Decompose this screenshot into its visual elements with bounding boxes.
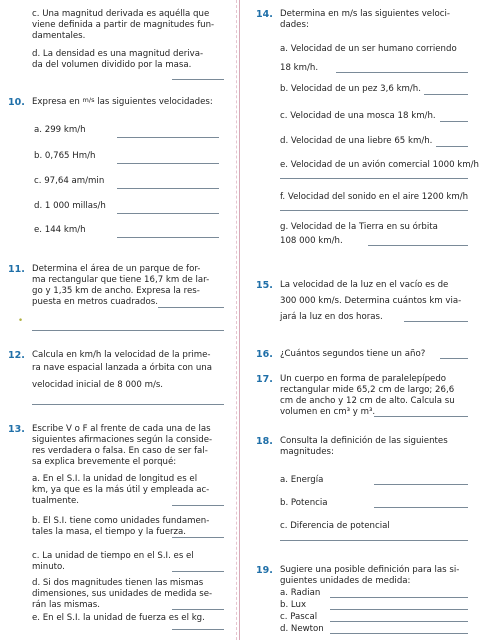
q11-line2: ma rectangular que tiene 16,7 km de lar- <box>32 275 210 285</box>
answer-line <box>330 597 468 598</box>
answer-line <box>374 416 468 417</box>
q10-prompt-b: las siguientes velocidades: <box>97 97 213 107</box>
q10-item-c: c. 97,64 am/min <box>34 176 105 186</box>
q13-d-line1: d. Si dos magnitudes tienen las mismas <box>32 578 204 588</box>
q14-a-line2: 18 km/h. <box>280 63 319 73</box>
q11-number: 11. <box>8 264 25 275</box>
statement-c-line1: c. Una magnitud derivada es aquélla que <box>32 9 210 19</box>
q14-line1: Determina en m/s las siguientes veloci- <box>280 9 450 19</box>
bullet-mark: • <box>18 316 24 326</box>
q18-number: 18. <box>256 436 273 447</box>
statement-c-line2: viene definida a partir de magnitudes fun- <box>32 20 215 30</box>
answer-line <box>330 621 468 622</box>
answer-line <box>440 358 468 359</box>
q10-item-b: b. 0,765 Hm/h <box>34 151 96 161</box>
answer-line <box>32 404 224 405</box>
answer-line <box>330 633 468 634</box>
q12-line2: ra nave espacial lanzada a órbita con una <box>32 363 212 373</box>
q19-item-d: d. Newton <box>280 624 324 634</box>
q13-b-line1: b. El S.I. tiene como unidades fundamen- <box>32 516 210 526</box>
q13-a-line2: km, ya que es la más útil y empleada ac- <box>32 485 210 495</box>
q17-line2: rectangular mide 65,2 cm de largo; 26,6 <box>280 385 455 395</box>
answer-line <box>374 484 468 485</box>
answer-line <box>172 537 224 538</box>
q13-a-line1: a. En el S.I. la unidad de longitud es el <box>32 474 198 484</box>
q13-line4: sa explica brevemente el porqué: <box>32 457 177 467</box>
column-divider <box>239 0 240 640</box>
answer-line <box>280 178 468 179</box>
answer-line <box>404 321 468 322</box>
answer-line <box>172 609 224 610</box>
q10-item-a: a. 299 km/h <box>34 125 86 135</box>
q10-number: 10. <box>8 97 25 108</box>
q13-d-line3: rán las mismas. <box>32 600 100 610</box>
q15-line3: jará la luz en dos horas. <box>280 312 383 322</box>
q19-item-a: a. Radian <box>280 588 321 598</box>
q18-item-c: c. Diferencia de potencial <box>280 521 390 531</box>
q13-line2: siguientes afirmaciones según la conside- <box>32 435 213 445</box>
q19-line1: Sugiere una posible definición para las si- <box>280 565 460 575</box>
q10-prompt <box>32 97 213 107</box>
q13-e-line1: e. En el S.I. la unidad de fuerza es el kg. <box>32 613 205 623</box>
q12-number: 12. <box>8 350 25 361</box>
q15-number: 15. <box>256 280 273 291</box>
q14-d: d. Velocidad de una liebre 65 km/h. <box>280 136 433 146</box>
q16-text: ¿Cuántos segundos tiene un año? <box>280 349 426 359</box>
q10-item-d: d. 1 000 millas/h <box>34 201 106 211</box>
statement-d-line1: d. La densidad es una magnitud deriva- <box>32 49 204 59</box>
q13-d-line2: dimensiones, sus unidades de medida se- <box>32 589 213 599</box>
q14-g-line2: 108 000 km/h. <box>280 236 343 246</box>
answer-line <box>117 237 219 238</box>
q18-item-a: a. Energía <box>280 475 324 485</box>
answer-line <box>158 307 224 308</box>
q13-line3: res verdadera o falsa. En caso de ser fal- <box>32 446 208 456</box>
answer-line <box>424 94 468 95</box>
q10-unit: m/s <box>82 96 95 104</box>
q14-g-line1: g. Velocidad de la Tierra en su órbita <box>280 222 438 232</box>
q14-b: b. Velocidad de un pez 3,6 km/h. <box>280 84 421 94</box>
q12-line1: Calcula en km/h la velocidad de la prime- <box>32 350 211 360</box>
q17-line3: cm de ancho y 12 cm de alto. Calcula su <box>280 396 455 406</box>
q10-prompt-a: Expresa en <box>32 97 80 107</box>
column-divider-dashed <box>236 0 237 640</box>
q14-line2: dades: <box>280 20 309 30</box>
q15-line1: La velocidad de la luz en el vacío es de <box>280 280 449 290</box>
statement-d-line2: da del volumen dividido por la masa. <box>32 60 192 70</box>
q14-e: e. Velocidad de un avión comercial 1000 km/h <box>280 160 479 170</box>
answer-line <box>117 188 219 189</box>
q14-number: 14. <box>256 9 273 20</box>
answer-line <box>117 213 219 214</box>
q14-a-line1: a. Velocidad de un ser humano corriendo <box>280 44 457 54</box>
answer-line <box>172 79 224 80</box>
statement-c-line3: damentales. <box>32 31 86 41</box>
q18-line2: magnitudes: <box>280 447 334 457</box>
answer-line <box>436 146 468 147</box>
q13-c-line1: c. La unidad de tiempo en el S.I. es el <box>32 551 194 561</box>
q15-line2: 300 000 km/s. Determina cuántos km via- <box>280 296 462 306</box>
q13-c-line2: minuto. <box>32 562 65 572</box>
q11-line4: puesta en metros cuadrados. <box>32 297 158 307</box>
q13-a-line3: tualmente. <box>32 496 79 506</box>
answer-line <box>440 121 468 122</box>
q17-number: 17. <box>256 374 273 385</box>
answer-line <box>172 571 224 572</box>
q19-item-b: b. Lux <box>280 600 307 610</box>
answer-line <box>117 137 219 138</box>
answer-line <box>280 540 468 541</box>
q19-item-c: c. Pascal <box>280 612 318 622</box>
q18-item-b: b. Potencia <box>280 498 328 508</box>
q14-c: c. Velocidad de una mosca 18 km/h. <box>280 111 436 121</box>
q16-number: 16. <box>256 349 273 360</box>
q18-line1: Consulta la definición de las siguientes <box>280 436 448 446</box>
q12-line3: velocidad inicial de 8 000 m/s. <box>32 380 164 390</box>
q11-line1: Determina el área de un parque de for- <box>32 264 201 274</box>
q10-item-e: e. 144 km/h <box>34 225 86 235</box>
q13-line1: Escribe V o F al frente de cada una de las <box>32 424 211 434</box>
q13-b-line2: tales la masa, el tiempo y la fuerza. <box>32 527 187 537</box>
answer-line <box>32 330 224 331</box>
q19-line2: guientes unidades de medida: <box>280 576 411 586</box>
q17-line4: volumen en cm³ y m³. <box>280 407 376 417</box>
answer-line <box>336 72 468 73</box>
answer-line <box>172 629 224 630</box>
q17-line1: Un cuerpo en forma de paralelepípedo <box>280 374 447 384</box>
q19-number: 19. <box>256 565 273 576</box>
q13-number: 13. <box>8 424 25 435</box>
answer-line <box>117 163 219 164</box>
answer-line <box>280 210 468 211</box>
answer-line <box>330 609 468 610</box>
q11-line3: go y 1,35 km de ancho. Expresa la res- <box>32 286 200 296</box>
answer-line <box>374 507 468 508</box>
answer-line <box>368 245 468 246</box>
q14-f: f. Velocidad del sonido en el aire 1200 km/h <box>280 192 469 202</box>
answer-line <box>172 505 224 506</box>
